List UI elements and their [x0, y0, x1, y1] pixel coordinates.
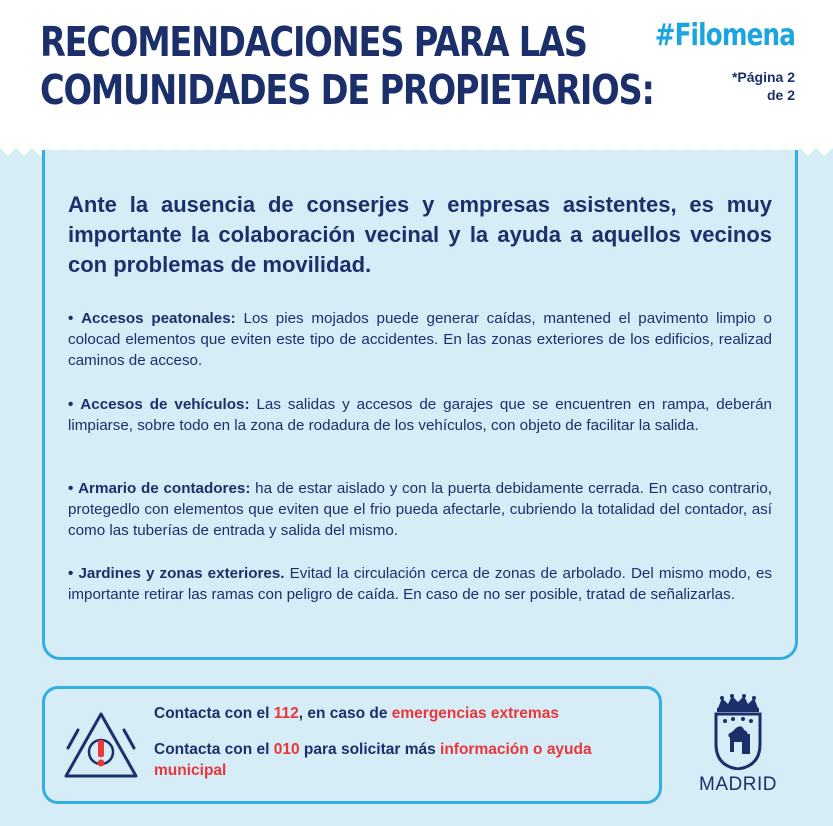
item-text: Los pies mojados puede generar caídas, mantened el pavimento limpio o colocad elementos que eviten este tipo de accidentes. En las zonas exteriores de los edificios, realizad caminos de acceso. — [68, 310, 772, 369]
contact-text: Contacta con el — [154, 705, 274, 722]
madrid-label: MADRID — [699, 774, 777, 795]
item-heading: Accesos de vehículos: — [80, 396, 250, 413]
hashtag: #Filomena — [654, 18, 795, 53]
item-bullet: • — [68, 396, 74, 413]
recommendation-item — [68, 394, 772, 436]
recommendation-item — [68, 308, 772, 371]
page-indicator — [675, 68, 795, 104]
title-line-1: RECOMENDACIONES PARA LAS — [40, 18, 587, 66]
page-indicator-line-1: *Página 2 — [731, 69, 795, 85]
item-bullet: • — [68, 480, 74, 497]
item-heading: Jardines y zonas exteriores. — [78, 565, 285, 582]
info-number: 010 — [273, 741, 300, 758]
page-title — [40, 18, 654, 114]
contact-highlight: información o ayuda municipal — [154, 741, 592, 779]
warning-triangle-icon — [62, 710, 140, 782]
recommendation-item — [68, 563, 772, 605]
contact-line-112 — [154, 703, 644, 724]
item-bullet: • — [68, 565, 74, 582]
contact-highlight: emergencias extremas — [391, 705, 559, 722]
contact-text: , en caso de — [298, 705, 392, 722]
emergency-number: 112 — [273, 705, 299, 722]
item-bullet: • — [68, 310, 74, 327]
item-heading: Accesos peatonales: — [81, 310, 236, 327]
contact-text: para solicitar más — [299, 741, 441, 758]
contact-line-010 — [154, 739, 644, 781]
item-text: ha de estar aislado y con la puerta debidamente cerrada. En caso contrario, protegedlo con elementos que eviten que el frio pueda afectarle, cubriendo la totalidad del contador, así como las tuberías de entrada y salida del mismo. — [68, 480, 772, 539]
recommendation-item — [68, 478, 772, 541]
lead-paragraph: Ante la ausencia de conserjes y empresas asistentes, es muy importante la colaboración vecinal y la ayuda a aquellos vecinos con problemas de movilidad. — [68, 192, 772, 277]
contact-text: Contacta con el — [154, 741, 274, 758]
item-text: Las salidas y accesos de garajes que se encuentren en rampa, deberán limpiarse, sobre todo en la zona de rodadura de los vehículos, con objeto de facilitar la salida. — [68, 396, 772, 434]
madrid-coat-of-arms-icon — [712, 694, 764, 770]
item-heading: Armario de contadores: — [78, 480, 251, 497]
title-line-2: COMUNIDADES DE PROPIETARIOS: — [40, 66, 654, 114]
item-text: Evitad la circulación cerca de zonas de arbolado. Del mismo modo, es importante retirar las ramas con peligro de caída. En caso de no ser posible, tratad de señalizarlas. — [68, 565, 772, 603]
page-indicator-line-2: de 2 — [766, 87, 795, 103]
